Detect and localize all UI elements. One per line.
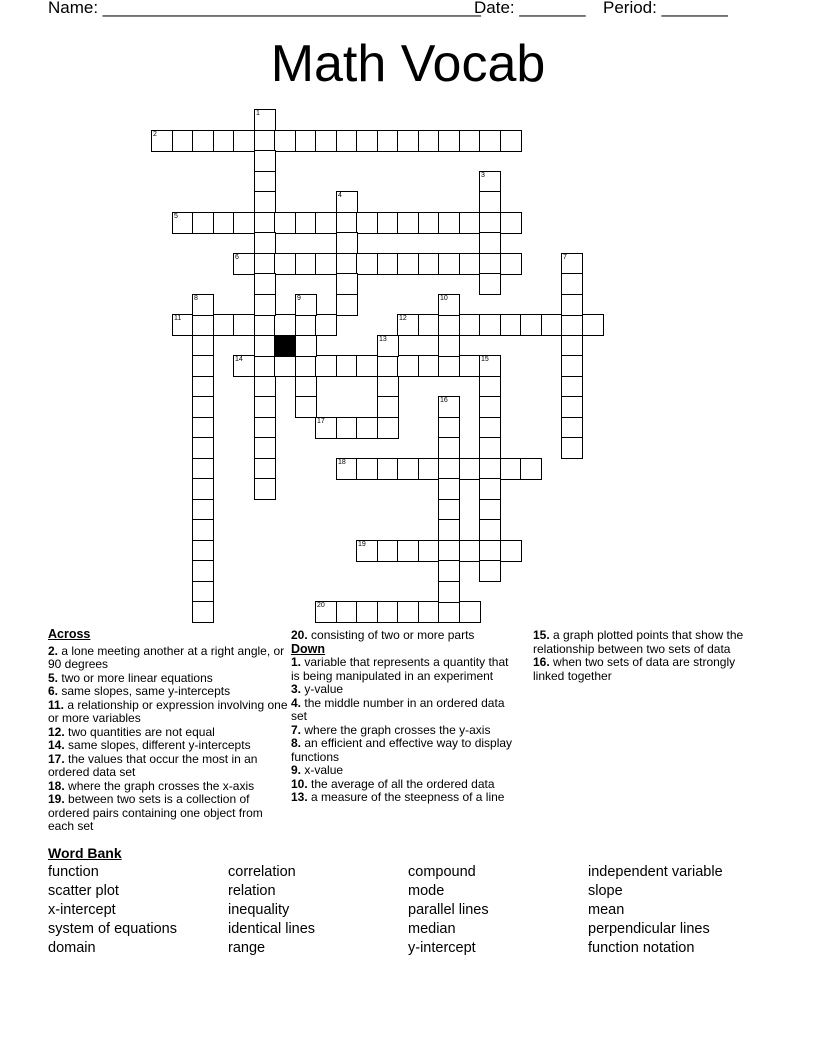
crossword-cell[interactable]: [192, 437, 214, 459]
crossword-cell[interactable]: [356, 355, 378, 377]
crossword-cell[interactable]: [295, 376, 317, 398]
clue-number: 18: [338, 459, 346, 466]
crossword-cell[interactable]: [479, 171, 501, 193]
name-field: Name: ________________________________________: [48, 0, 481, 17]
crossword-cell[interactable]: [274, 253, 296, 275]
crossword-cell[interactable]: [479, 560, 501, 582]
crossword-cell[interactable]: [254, 273, 276, 295]
crossword-cell[interactable]: [336, 417, 358, 439]
crossword-cell[interactable]: [336, 273, 358, 295]
crossword-cell[interactable]: [233, 130, 255, 152]
crossword-cell[interactable]: [356, 601, 378, 623]
crossword-cell[interactable]: [561, 396, 583, 418]
crossword-cell[interactable]: [377, 601, 399, 623]
crossword-cell[interactable]: [254, 458, 276, 480]
word-bank-item: range: [228, 940, 266, 956]
crossword-cell[interactable]: [418, 253, 440, 275]
across-clue: 6. same slopes, same y-intercepts: [48, 684, 231, 698]
crossword-cell[interactable]: [500, 458, 522, 480]
crossword-cell[interactable]: [479, 396, 501, 418]
crossword-cell[interactable]: [315, 355, 337, 377]
crossword-cell[interactable]: [295, 355, 317, 377]
crossword-cell[interactable]: [233, 355, 255, 377]
clue-number: 3: [481, 172, 485, 179]
crossword-cell[interactable]: [254, 130, 276, 152]
clue-number: 16: [440, 397, 448, 404]
clues-column-1: [48, 628, 288, 834]
crossword-cell[interactable]: [397, 355, 419, 377]
clue-number: 11: [174, 315, 182, 322]
word-bank-column: [228, 863, 315, 958]
word-bank-item: inequality: [228, 902, 290, 918]
crossword-cell[interactable]: [500, 314, 522, 336]
word-bank-item: relation: [228, 883, 276, 899]
crossword-cell[interactable]: [561, 355, 583, 377]
clue-number: 1: [256, 110, 260, 117]
clue-number: 10: [440, 295, 448, 302]
crossword-cell[interactable]: [520, 314, 542, 336]
crossword-cell[interactable]: [397, 253, 419, 275]
crossword-cell[interactable]: [459, 253, 481, 275]
crossword-cell[interactable]: [295, 130, 317, 152]
word-bank-item: slope: [588, 883, 623, 899]
crossword-cell[interactable]: [479, 499, 501, 521]
crossword-cell[interactable]: [336, 294, 358, 316]
word-bank-item: independent variable: [588, 864, 723, 880]
crossword-cell[interactable]: [541, 314, 563, 336]
crossword-cell[interactable]: [172, 212, 194, 234]
crossword-cell[interactable]: [315, 130, 337, 152]
across-heading: Across: [48, 627, 91, 641]
crossword-cell[interactable]: [274, 212, 296, 234]
date-field: Date: _______: [474, 0, 586, 17]
crossword-cell[interactable]: [192, 355, 214, 377]
crossword-cell[interactable]: [356, 130, 378, 152]
clue-number: 13: [379, 336, 387, 343]
crossword-cell[interactable]: [520, 458, 542, 480]
crossword-cell[interactable]: [397, 130, 419, 152]
crossword-cell[interactable]: [418, 458, 440, 480]
clue-number: 19: [358, 541, 366, 548]
black-square: [274, 335, 296, 357]
crossword-cell[interactable]: [418, 355, 440, 377]
crossword-cell[interactable]: [438, 540, 460, 562]
word-bank-column: [408, 863, 489, 958]
crossword-cell[interactable]: [254, 191, 276, 213]
word-bank-column: [588, 863, 723, 958]
crossword-cell[interactable]: [192, 581, 214, 603]
crossword-cell[interactable]: [336, 212, 358, 234]
crossword-cell[interactable]: [295, 396, 317, 418]
down-clue: 15. a graph plotted points that show the relationship between two sets of data: [533, 628, 744, 656]
crossword-cell[interactable]: [192, 130, 214, 152]
crossword-cell[interactable]: [479, 273, 501, 295]
crossword-cell[interactable]: [459, 130, 481, 152]
crossword-cell[interactable]: [479, 212, 501, 234]
crossword-cell[interactable]: [418, 212, 440, 234]
crossword-cell[interactable]: [418, 540, 440, 562]
word-bank-item: correlation: [228, 864, 296, 880]
crossword-cell[interactable]: [254, 478, 276, 500]
word-bank-item: compound: [408, 864, 476, 880]
crossword-cell[interactable]: [500, 540, 522, 562]
crossword-cell[interactable]: [479, 376, 501, 398]
crossword-cell[interactable]: [418, 314, 440, 336]
crossword-cell[interactable]: [561, 273, 583, 295]
down-heading: Down: [291, 641, 326, 656]
word-bank-item: system of equations: [48, 921, 177, 937]
crossword-cell[interactable]: [356, 458, 378, 480]
crossword-cell[interactable]: [377, 396, 399, 418]
word-bank-item: y-intercept: [408, 940, 476, 956]
crossword-cell[interactable]: [254, 253, 276, 275]
crossword-cell[interactable]: [295, 212, 317, 234]
crossword-cell[interactable]: [336, 232, 358, 254]
crossword-cell[interactable]: [438, 581, 460, 603]
crossword-cell[interactable]: [254, 376, 276, 398]
crossword-cell[interactable]: [377, 212, 399, 234]
crossword-cell[interactable]: [254, 212, 276, 234]
crossword-cell[interactable]: [254, 314, 276, 336]
down-clue: 10. the average of all the ordered data: [291, 776, 495, 791]
crossword-cell[interactable]: [295, 314, 317, 336]
crossword-cell[interactable]: [438, 253, 460, 275]
down-clue: 7. where the graph crosses the y-axis: [291, 722, 491, 737]
down-clue: 8. an efficient and effective way to display functions: [291, 736, 513, 764]
crossword-cell[interactable]: [500, 130, 522, 152]
crossword-cell[interactable]: [459, 601, 481, 623]
across-clue: 20. consisting of two or more parts: [291, 628, 475, 642]
crossword-cell[interactable]: [479, 232, 501, 254]
crossword-cell[interactable]: [479, 191, 501, 213]
crossword-cell[interactable]: [295, 335, 317, 357]
clue-number: 20: [317, 602, 325, 609]
across-clue: 18. where the graph crosses the x-axis: [48, 778, 255, 793]
crossword-cell[interactable]: [192, 560, 214, 582]
crossword-cell[interactable]: [356, 417, 378, 439]
word-bank-item: domain: [48, 940, 96, 956]
crossword-cell[interactable]: [561, 417, 583, 439]
word-bank-item: parallel lines: [408, 902, 489, 918]
crossword-cell[interactable]: [438, 314, 460, 336]
crossword-cell[interactable]: [274, 130, 296, 152]
word-bank-item: identical lines: [228, 921, 316, 937]
crossword-cell[interactable]: [377, 130, 399, 152]
crossword-cell[interactable]: [192, 540, 214, 562]
crossword-cell[interactable]: [254, 109, 276, 131]
crossword-cell[interactable]: [254, 437, 276, 459]
crossword-cell[interactable]: [213, 130, 235, 152]
crossword-cell[interactable]: [438, 335, 460, 357]
crossword-cell[interactable]: [254, 355, 276, 377]
crossword-cell[interactable]: [397, 540, 419, 562]
crossword-cell[interactable]: [377, 253, 399, 275]
crossword-cell[interactable]: [459, 540, 481, 562]
across-clue: 14. same slopes, different y-intercepts: [48, 738, 251, 752]
crossword-cell[interactable]: [418, 130, 440, 152]
crossword-cell[interactable]: [356, 253, 378, 275]
crossword-cell[interactable]: [254, 171, 276, 193]
crossword-cell[interactable]: [438, 294, 460, 316]
crossword-cell[interactable]: [479, 253, 501, 275]
down-clue: 9. x-value: [291, 763, 344, 777]
crossword-cell[interactable]: [254, 150, 276, 172]
crossword-cell[interactable]: [192, 417, 214, 439]
crossword-cell[interactable]: [172, 314, 194, 336]
crossword-cell[interactable]: [315, 212, 337, 234]
crossword-cell[interactable]: [315, 417, 337, 439]
crossword-cell[interactable]: [192, 601, 214, 623]
clues-column-2: [291, 629, 519, 805]
crossword-cell[interactable]: [274, 355, 296, 377]
crossword-cell[interactable]: [192, 396, 214, 418]
across-clue: 2. a lone meeting another at a right angle, or 90 degrees: [48, 643, 285, 671]
crossword-cell[interactable]: [377, 458, 399, 480]
crossword-cell[interactable]: [438, 499, 460, 521]
crossword-cell[interactable]: [356, 212, 378, 234]
clue-number: 5: [174, 213, 178, 220]
clue-number: 9: [297, 295, 301, 302]
crossword-cell[interactable]: [233, 314, 255, 336]
crossword-cell[interactable]: [336, 253, 358, 275]
crossword-cell[interactable]: [254, 335, 276, 357]
crossword-cell[interactable]: [397, 314, 419, 336]
clue-number: 15: [481, 356, 489, 363]
crossword-cell[interactable]: [315, 314, 337, 336]
crossword-cell[interactable]: [438, 396, 460, 418]
word-bank-column: [48, 863, 177, 958]
clue-number: 8: [194, 295, 198, 302]
crossword-cell[interactable]: [459, 314, 481, 336]
crossword-cell[interactable]: [377, 417, 399, 439]
crossword-cell[interactable]: [254, 417, 276, 439]
crossword-cell[interactable]: [479, 417, 501, 439]
across-clue: 5. two or more linear equations: [48, 670, 213, 685]
crossword-cell[interactable]: [336, 191, 358, 213]
crossword-cell[interactable]: [561, 253, 583, 275]
crossword-cell[interactable]: [192, 478, 214, 500]
crossword-cell[interactable]: [438, 130, 460, 152]
crossword-cell[interactable]: [397, 458, 419, 480]
crossword-cell[interactable]: [192, 294, 214, 316]
crossword-cell[interactable]: [479, 314, 501, 336]
across-clue: 17. the values that occur the most in an ordered data set: [48, 751, 258, 779]
clue-number: 17: [317, 418, 325, 425]
crossword-cell[interactable]: [438, 437, 460, 459]
clue-number: 7: [563, 254, 567, 261]
across-clue: 19. between two sets is a collection of ordered pairs containing one object from each set: [48, 792, 263, 833]
crossword-cell[interactable]: [459, 212, 481, 234]
crossword-cell[interactable]: [233, 253, 255, 275]
crossword-cell[interactable]: [315, 253, 337, 275]
word-bank-item: perpendicular lines: [588, 921, 710, 937]
crossword-cell[interactable]: [254, 232, 276, 254]
crossword-cell[interactable]: [377, 540, 399, 562]
word-bank-item: function notation: [588, 940, 695, 956]
down-clue: 16. when two sets of data are strongly linked together: [533, 655, 736, 683]
crossword-cell[interactable]: [192, 458, 214, 480]
word-bank-heading: Word Bank: [48, 845, 122, 861]
word-bank-item: mean: [588, 902, 625, 918]
down-clue: 1. variable that represents a quantity that is being manipulated in an experiment: [291, 655, 509, 683]
crossword-cell[interactable]: [377, 376, 399, 398]
down-clue: 4. the middle number in an ordered data set: [291, 695, 505, 723]
crossword-cell[interactable]: [438, 417, 460, 439]
crossword-cell[interactable]: [295, 253, 317, 275]
across-clue: 11. a relationship or expression involving one or more variables: [48, 697, 288, 725]
crossword-cell[interactable]: [561, 376, 583, 398]
crossword-cell[interactable]: [438, 560, 460, 582]
crossword-cell[interactable]: [356, 540, 378, 562]
crossword-cell[interactable]: [459, 355, 481, 377]
crossword-cell[interactable]: [295, 294, 317, 316]
clue-number: 2: [153, 131, 157, 138]
crossword-cell[interactable]: [479, 519, 501, 541]
crossword-cell[interactable]: [377, 335, 399, 357]
down-clue: 3. y-value: [291, 682, 344, 696]
crossword-cell[interactable]: [438, 601, 460, 623]
crossword-cell[interactable]: [397, 212, 419, 234]
crossword-cell[interactable]: [336, 601, 358, 623]
crossword-cell[interactable]: [561, 294, 583, 316]
crossword-cell[interactable]: [336, 355, 358, 377]
period-field: Period: _______: [603, 0, 728, 17]
crossword-cell[interactable]: [500, 253, 522, 275]
crossword-cell[interactable]: [438, 355, 460, 377]
crossword-cell[interactable]: [192, 335, 214, 357]
crossword-cell[interactable]: [192, 376, 214, 398]
crossword-cell[interactable]: [438, 519, 460, 541]
crossword-cell[interactable]: [561, 335, 583, 357]
crossword-cell[interactable]: [233, 212, 255, 234]
word-bank-item: function: [48, 864, 99, 880]
crossword-cell[interactable]: [438, 458, 460, 480]
crossword-cell[interactable]: [377, 355, 399, 377]
crossword-cell[interactable]: [336, 130, 358, 152]
crossword-cell[interactable]: [561, 437, 583, 459]
clue-number: 4: [338, 192, 342, 199]
crossword-cell[interactable]: [418, 601, 440, 623]
crossword-cell[interactable]: [254, 396, 276, 418]
crossword-cell[interactable]: [397, 601, 419, 623]
crossword-cell[interactable]: [151, 130, 173, 152]
crossword-cell[interactable]: [192, 519, 214, 541]
crossword-cell[interactable]: [438, 212, 460, 234]
clue-number: 14: [235, 356, 243, 363]
crossword-cell[interactable]: [479, 130, 501, 152]
word-bank-item: scatter plot: [48, 883, 119, 899]
crossword-cell[interactable]: [213, 314, 235, 336]
crossword-cell[interactable]: [192, 212, 214, 234]
crossword-cell[interactable]: [172, 130, 194, 152]
crossword-cell[interactable]: [336, 458, 358, 480]
crossword-cell[interactable]: [479, 437, 501, 459]
crossword-cell[interactable]: [315, 601, 337, 623]
crossword-cell[interactable]: [479, 458, 501, 480]
crossword-cell[interactable]: [479, 478, 501, 500]
crossword-cell[interactable]: [438, 478, 460, 500]
crossword-cell[interactable]: [500, 212, 522, 234]
crossword-cell[interactable]: [479, 355, 501, 377]
crossword-cell[interactable]: [459, 458, 481, 480]
crossword-cell[interactable]: [192, 314, 214, 336]
crossword-cell[interactable]: [582, 314, 604, 336]
page-title: Math Vocab: [270, 35, 546, 93]
clue-number: 12: [399, 315, 407, 322]
crossword-cell[interactable]: [192, 499, 214, 521]
crossword-cell[interactable]: [479, 540, 501, 562]
crossword-cell[interactable]: [561, 314, 583, 336]
clue-number: 6: [235, 254, 239, 261]
across-clue: 12. two quantities are not equal: [48, 724, 215, 739]
crossword-cell[interactable]: [274, 314, 296, 336]
word-bank-item: x-intercept: [48, 902, 116, 918]
down-clue: 13. a measure of the steepness of a line: [291, 790, 505, 804]
clues-column-3: [533, 629, 768, 683]
crossword-cell[interactable]: [254, 294, 276, 316]
word-bank-item: mode: [408, 883, 445, 899]
crossword-cell[interactable]: [213, 212, 235, 234]
word-bank-item: median: [408, 921, 456, 937]
